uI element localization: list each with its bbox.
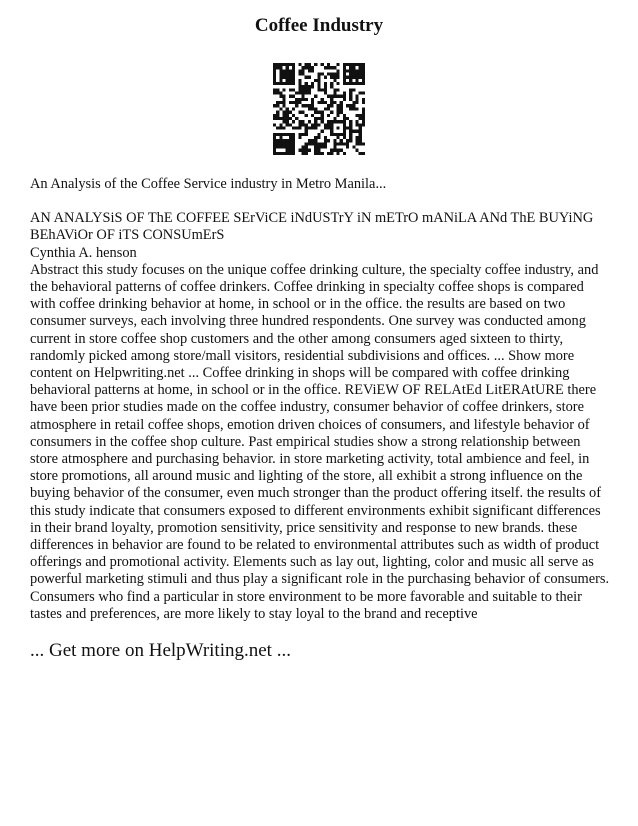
qr-code-graphic bbox=[273, 63, 365, 155]
intro-line: An Analysis of the Coffee Service industry in Metro Manila... bbox=[30, 176, 387, 192]
page-title: Coffee Industry bbox=[254, 15, 384, 36]
author-name: Cynthia A. henson bbox=[30, 244, 137, 261]
article-title: AN ANALYSiS OF ThE COFFEE SErViCE iNdUSTrY iN mETrO mANiLA ANd ThE BUYiNG BEhAViOr OF iTS CONSUmErS bbox=[30, 210, 594, 244]
get-more-link[interactable]: ... Get more on HelpWriting.net ... bbox=[30, 640, 291, 662]
article-body: Abstract this study focuses on the unique coffee drinking culture, the specialty coffee industry, and the behavioral patterns of coffee drinkers. Coffee drinking in specialty coffee shops is compared with coffee drinking behavior at home, in school or in the office. the results are based on two consumer surveys, each involving three hundred respondents. One survey was conducted among current in store coffee shop customers and the other among consumers aged sixteen to thirty, randomly picked among store/mall visitors, residential subdivisions and offices. ... Show more content on Helpwriting.net ... Coffee drinking in shops will be compared with coffee drinking behavioral patterns at home, in school or in the office. REViEW OF RELAtEd LitERAtURE there have been prior studies made on the coffee industry, consumer behavior of coffee drinkers, store atmosphere in retail coffee shops, emotion driven choices of consumers, and lifestyle behavior of consumers in the coffee shop culture. Past empirical studies show a strong relationship between store atmosphere and purchasing behavior. in store marketing activity, total ambience and feel, in store promotions, all around music and lighting of the store, all exhibit a strong influence on the buying behavior of the consumer, even much stronger than the product offering itself. the results of this study indicate that consumers exposed to different environments exhibit significant differences in their brand loyalty, promotion sensitivity, price sensitivity and response to new brands. these differences in behavior are found to be related to environmental attributes such as width of product offerings and promotional activity. Elements such as lay out, lighting, color and music all serve as powerful marketing stimuli and thus play a significant role in the purchasing behavior of consumers. Consumers who find a particular in store environment to be more favorable and suitable to their tastes and preferences, are more likely to stay loyal to the brand and receptive bbox=[30, 261, 610, 622]
document-body bbox=[30, 176, 610, 663]
qr-code-icon bbox=[273, 63, 365, 155]
